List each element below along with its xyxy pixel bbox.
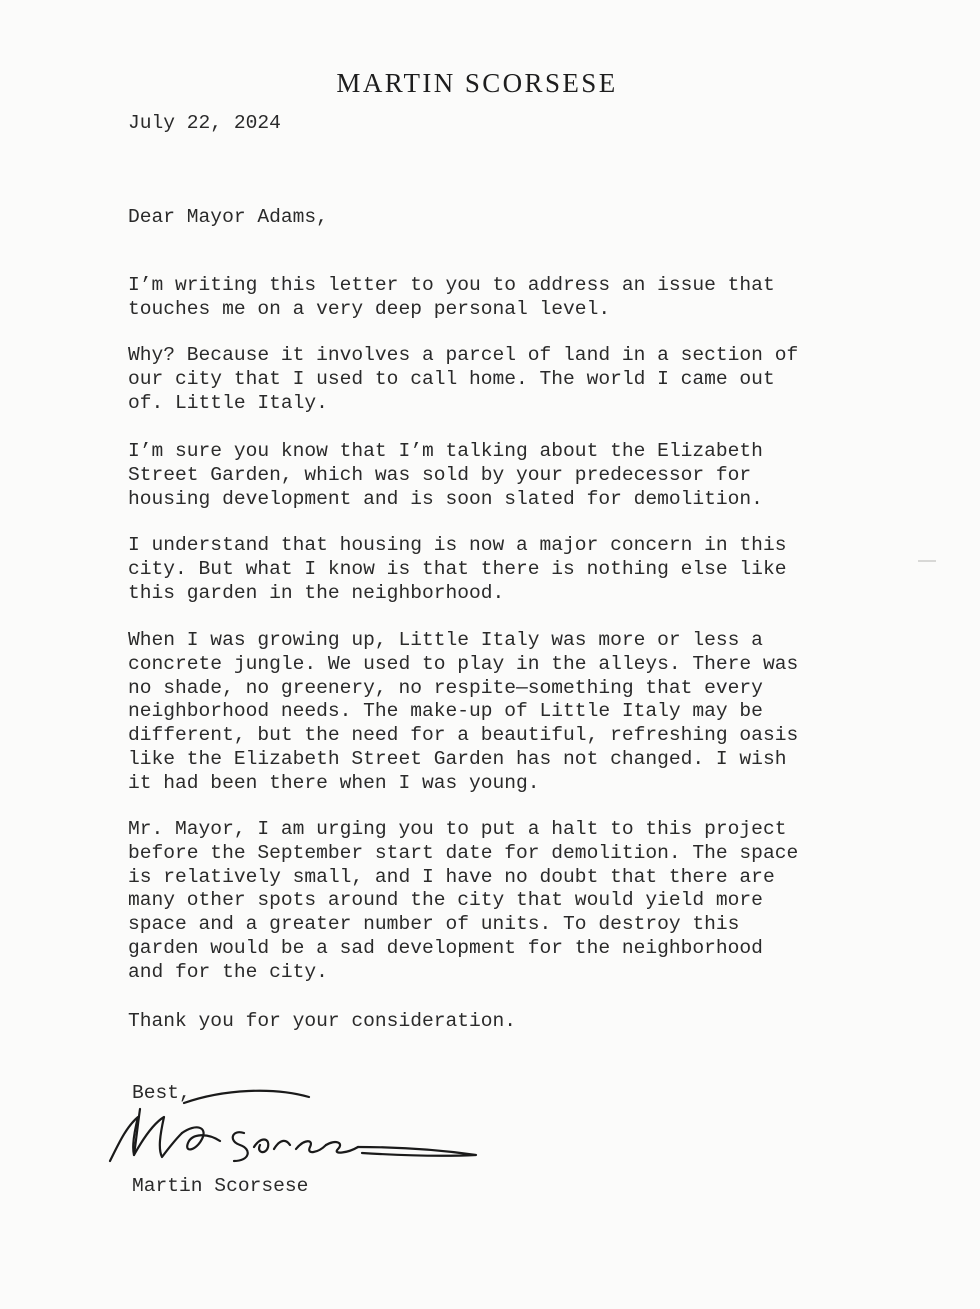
paragraph-3: I’m sure you know that I’m talking about the Elizabeth Street Garden, which was sold by your predecessor for housing development and is soon slated for demolition. <box>128 440 763 510</box>
paragraph-4: I understand that housing is now a major concern in this city. But what I know is that there is nothing else like this garden in the neighborhood. <box>128 534 787 604</box>
paragraph-7: Thank you for your consideration. <box>128 1010 517 1032</box>
handwritten-signature <box>104 1083 484 1178</box>
salutation: Dear Mayor Adams, <box>128 206 328 228</box>
paragraph-2: Why? Because it involves a parcel of land in a section of our city that I used to call home. The world I came out of. Little Italy. <box>128 344 799 414</box>
paragraph-1: I’m writing this letter to you to address an issue that touches me on a very deep personal level. <box>128 274 775 320</box>
letter-date: July 22, 2024 <box>128 112 281 134</box>
closing: Best, <box>132 1082 191 1104</box>
paragraph-5: When I was growing up, Little Italy was more or less a concrete jungle. We used to play in the alleys. There was no shade, no greenery, no respite—something that every neighborhood needs. The make-up of Little Italy may be different, but the need for a beautiful, refreshing oasis like the Elizabeth Street Garden has not changed. I wish it had been there when I was young. <box>128 629 799 794</box>
paragraph-6: Mr. Mayor, I am urging you to put a halt to this project before the September start date for demolition. The space is relatively small, and I have no doubt that there are many other spots around the city that would yield more space and a greater number of units. To destroy this garden would be a sad development for the neighborhood and for the city. <box>128 818 799 983</box>
scan-smudge <box>918 560 936 562</box>
letterhead: MARTIN SCORSESE <box>336 68 618 98</box>
signer-name: Martin Scorsese <box>132 1175 309 1197</box>
